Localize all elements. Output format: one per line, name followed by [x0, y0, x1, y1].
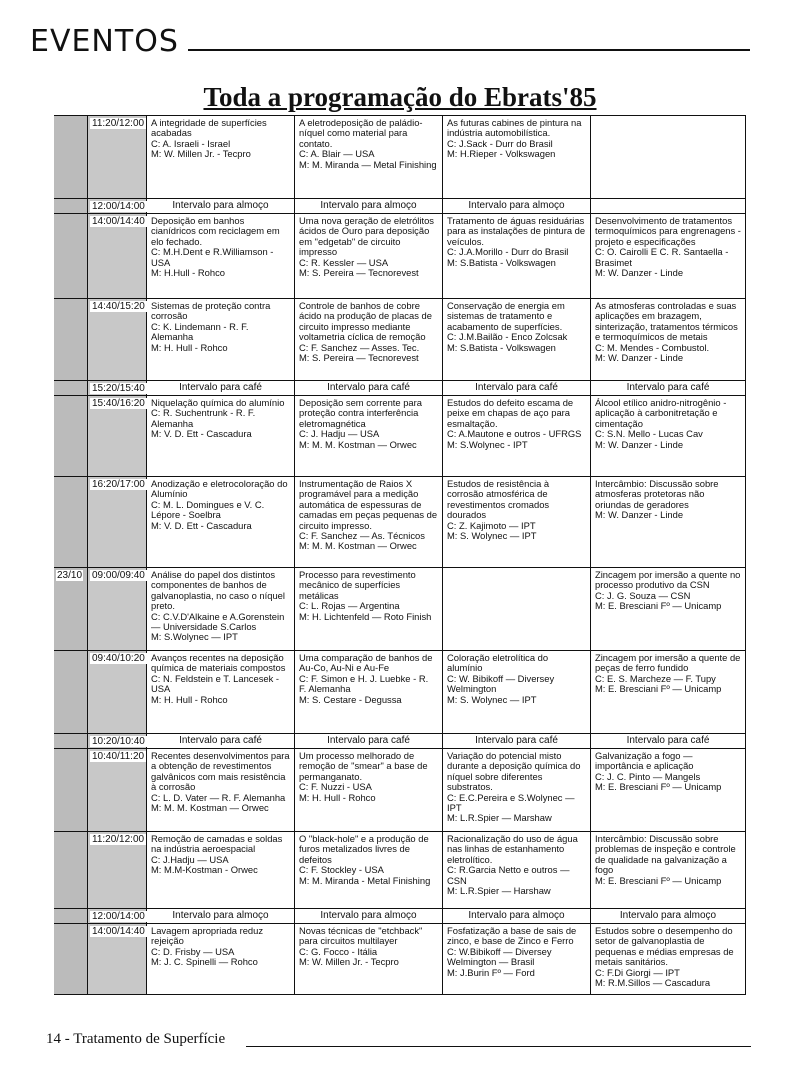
- time-cell: [88, 832, 147, 909]
- header-rule: [188, 49, 750, 51]
- break-cell: Intervalo para café: [147, 381, 295, 396]
- time-label: 14:40/15:20: [92, 301, 145, 312]
- session-cell: Deposição sem corrente para proteção contra interferência eletromagnética C: J. Hadju — USA M: M. M. Kostman — Orwec: [295, 396, 443, 477]
- date-cell: [54, 924, 88, 994]
- break-cell: Intervalo para almoço: [443, 909, 591, 924]
- table-row: [54, 115, 746, 199]
- time-label: 12:00/14:00: [92, 911, 145, 922]
- time-label: 14:00/14:40: [92, 216, 145, 227]
- break-cell: Intervalo para café: [295, 381, 443, 396]
- break-cell: Intervalo para café: [443, 381, 591, 396]
- session-cell: Recentes desenvolvimentos para a obtenção de revestimentos galvânicos com mais resistência à corrosão C: L. D. Vater — R. F. Alemanha M: M. M. Kostman — Orwec: [147, 749, 295, 832]
- date-cell: [54, 396, 88, 477]
- break-cell: Intervalo para almoço: [147, 909, 295, 924]
- date-cell: [54, 909, 88, 924]
- time-label: 11:20/12:00: [92, 118, 145, 129]
- session-cell: Niquelação química do alumínio C: R. Suchentrunk - R. F. Alemanha M: V. D. Ett - Cascadura: [147, 396, 295, 477]
- session-cell: Controle de banhos de cobre ácido na produção de placas de circuito impresso mediante voltametria cíclica de remoção C: F. Sanchez — Asses. Tec. M: S. Pereira — Tecnorevest: [295, 299, 443, 381]
- session-cell: Uma nova geração de eletrólitos ácidos de Ouro para deposição em "edgetab" de circuito impresso C: R. Kessler — USA M: S. Pereira — Tecnorevest: [295, 214, 443, 299]
- time-label: 14:00/14:40: [92, 926, 145, 937]
- session-cell: Galvanização a fogo — importância e aplicação C: J. C. Pinto — Mangels M: E. Bresciani Fº — Unicamp: [591, 749, 746, 832]
- time-label: 10:40/11:20: [92, 751, 145, 762]
- session-cell: Um processo melhorado de remoção de "smear" a base de permanganato. C: F. Nuzzi - USA M: H. Hull - Rohco: [295, 749, 443, 832]
- date-cell: [54, 734, 88, 749]
- date-cell: [54, 651, 88, 734]
- table-row: [54, 748, 746, 832]
- session-cell: Análise do papel dos distintos componentes de banhos de galvanoplastia, no caso o níquel preto. C: C.V.D'Alkaine e A.Gorenstein — Universidade S.Carlos M: S.Wolynec — IPT: [147, 568, 295, 651]
- date-cell: [54, 477, 88, 568]
- section-title: EVENTOS: [30, 24, 179, 59]
- time-label: 11:20/12:00: [92, 834, 145, 845]
- time-cell: [88, 568, 147, 651]
- footer-text: 14 - Tratamento de Superfície: [46, 1031, 226, 1047]
- time-cell: [88, 734, 147, 749]
- table-row: [54, 908, 746, 924]
- time-cell: [88, 477, 147, 568]
- session-cell: Sistemas de proteção contra corrosão C: K. Lindemann - R. F. Alemanha M: H. Hull - Rohco: [147, 299, 295, 381]
- break-cell: Intervalo para almoço: [147, 199, 295, 214]
- table-row: [54, 650, 746, 734]
- page-footer: [46, 1030, 751, 1050]
- break-cell: Intervalo para café: [295, 734, 443, 749]
- time-cell: [88, 214, 147, 299]
- time-cell: [88, 749, 147, 832]
- session-cell: Uma comparação de banhos de Au-Co, Au-Ni e Au-Fe C: F. Simon e H. J. Luebke - R. F. Alemanha M: S. Cestare - Degussa: [295, 651, 443, 734]
- break-cell: [591, 199, 746, 214]
- break-cell: Intervalo para almoço: [443, 199, 591, 214]
- time-cell: [88, 651, 147, 734]
- session-cell: A integridade de superfícies acabadas C: A. Israeli - Israel M: W. Millen Jr. - Tecpro: [147, 116, 295, 199]
- session-cell: Zincagem por imersão a quente no processo produtivo da CSN C: J. G. Souza — CSN M: E. Bresciani Fº — Unicamp: [591, 568, 746, 651]
- table-row: [54, 476, 746, 568]
- time-cell: [88, 924, 147, 994]
- time-cell: [88, 381, 147, 396]
- page-title: Toda a programação do Ebrats'85: [203, 82, 597, 112]
- session-cell: A eletrodeposição de paládio-níquel como material para contato. C: A. Blair — USA M: M. Miranda — Metal Finishing: [295, 116, 443, 199]
- session-cell: Lavagem apropriada reduz rejeição C: D. Frisby — USA M: J. C. Spinelli — Rohco: [147, 924, 295, 994]
- session-cell: Avanços recentes na deposição química de materiais compostos C: N. Feldstein e T. Lancesek - USA M: H. Hull - Rohco: [147, 651, 295, 734]
- session-cell: Variação do potencial misto durante a deposição química do níquel sobre diferentes substratos. C: E.C.Pereira e S.Wolynec — IPT M: L.R.Spier — Marshaw: [443, 749, 591, 832]
- time-label: 15:20/15:40: [92, 383, 145, 394]
- time-cell: [88, 116, 147, 199]
- session-cell: Desenvolvimento de tratamentos termoquímicos para engrenagens - projeto e especificações C: O. Cairolli E C. R. Santaella - Brasimet M: W. Danzer - Linde: [591, 214, 746, 299]
- table-row: [54, 395, 746, 477]
- time-cell: [88, 396, 147, 477]
- break-cell: Intervalo para café: [147, 734, 295, 749]
- session-cell: Deposição em banhos cianídricos com reciclagem em elo fechado. C: M.H.Dent e R.Williamson - USA M: H.Hull - Rohco: [147, 214, 295, 299]
- time-cell: [88, 199, 147, 214]
- session-cell: Instrumentação de Raios X programável para a medição automática de espessuras de camadas em peças pequenas de circuito impresso. C: F. Sanchez — As. Técnicos M: M. M. Kostman — Orwec: [295, 477, 443, 568]
- table-row: [54, 733, 746, 749]
- table-row: [54, 923, 746, 995]
- break-cell: Intervalo para café: [443, 734, 591, 749]
- session-cell: O "black-hole" e a produção de furos metalizados livres de defeitos C: F. Stockley - USA M: M. Miranda - Metal Finishing: [295, 832, 443, 909]
- time-cell: [88, 909, 147, 924]
- time-label: 09:40/10:20: [92, 653, 145, 664]
- time-label: 12:00/14:00: [92, 201, 145, 212]
- date-cell: [54, 299, 88, 381]
- break-cell: Intervalo para almoço: [591, 909, 746, 924]
- table-row: [54, 380, 746, 396]
- session-cell: Intercâmbio: Discussão sobre atmosferas protetoras não oriundas de geradores M: W. Danzer - Linde: [591, 477, 746, 568]
- session-cell: Processo para revestimento mecânico de superfícies metálicas C: L. Rojas — Argentina M: H. Lichtenfeld — Roto Finish: [295, 568, 443, 651]
- section-header: [30, 24, 750, 64]
- session-cell: As futuras cabines de pintura na indústria automobilística. C: J.Sack - Durr do Brasil M: H.Rieper - Volkswagen: [443, 116, 591, 199]
- session-cell: Coloração eletrolítica do alumínio C: W. Bibikoff — Diversey Welmington M: S. Wolynec — IPT: [443, 651, 591, 734]
- time-label: 09:00/09:40: [92, 570, 145, 581]
- session-cell: Estudos sobre o desempenho do setor de galvanoplastia de pequenas e médias empresas de metais sanitários. C: F.Di Giorgi — IPT M: R.M.Sillos — Cascadura: [591, 924, 746, 994]
- date-cell: [54, 832, 88, 909]
- time-label: 15:40/16:20: [92, 398, 145, 409]
- session-cell: Racionalização do uso de água nas linhas de estanhamento eletrolítico. C: R.Garcia Netto e outros — CSN M: L.R.Spier — Harshaw: [443, 832, 591, 909]
- session-cell: Intercâmbio: Discussão sobre problemas de inspeção e controle de qualidade na galvanização a fogo M: E. Bresciani Fº — Unicamp: [591, 832, 746, 909]
- date-cell: [54, 214, 88, 299]
- break-cell: Intervalo para almoço: [295, 909, 443, 924]
- table-row: [54, 831, 746, 909]
- date-cell: [54, 116, 88, 199]
- schedule-table: [54, 115, 746, 989]
- session-cell: Álcool etílico anidro-nitrogênio - aplicação à carbonitretação e cimentação C: S.N. Mello - Lucas Cav M: W. Danzer - Linde: [591, 396, 746, 477]
- date-cell: [54, 749, 88, 832]
- session-cell: Remoção de camadas e soldas na indústria aeroespacial C: J.Hadju — USA M: M.M-Kostman - Orwec: [147, 832, 295, 909]
- session-cell: Conservação de energia em sistemas de tratamento e acabamento de superfícies. C: J.M.Bailão - Enco Zolcsak M: S.Batista - Volkswagen: [443, 299, 591, 381]
- date-cell: [54, 199, 88, 214]
- table-row: [54, 298, 746, 381]
- session-cell: Novas técnicas de "etchback" para circuitos multilayer C: G. Focco - Itália M: W. Millen Jr. - Tecpro: [295, 924, 443, 994]
- session-cell: Estudos de resistência à corrosão atmosférica de revestimentos cromados dourados C: Z. Kajimoto — IPT M: S. Wolynec — IPT: [443, 477, 591, 568]
- time-cell: [88, 299, 147, 381]
- break-cell: Intervalo para café: [591, 381, 746, 396]
- date-cell: [54, 381, 88, 396]
- break-cell: Intervalo para almoço: [295, 199, 443, 214]
- break-cell: Intervalo para café: [591, 734, 746, 749]
- session-cell: Estudos do defeito escama de peixe em chapas de aço para esmaltação. C: A.Mautone e outros - UFRGS M: S.Wolynec - IPT: [443, 396, 591, 477]
- footer-rule: [246, 1046, 751, 1047]
- session-cell: Anodização e eletrocoloração do Alumínio C: M. L. Domingues e V. C. Lépore - Soelbra M: V. D. Ett - Cascadura: [147, 477, 295, 568]
- date-label: 23/10: [57, 570, 83, 581]
- session-cell: [591, 116, 746, 199]
- date-cell: [54, 568, 88, 651]
- time-label: 10:20/10:40: [92, 736, 145, 747]
- table-row: [54, 567, 746, 651]
- table-row: [54, 213, 746, 299]
- session-cell: As atmosferas controladas e suas aplicações em brazagem, sinterização, tratamentos térmicos e termoquímicos de metais C: M. Mendes - Combustol. M: W. Danzer - Linde: [591, 299, 746, 381]
- time-label: 16:20/17:00: [92, 479, 145, 490]
- session-cell: [443, 568, 591, 651]
- table-row: [54, 198, 746, 214]
- session-cell: Tratamento de águas residuárias para as instalações de pintura de veículos. C: J.A.Morillo - Durr do Brasil M: S.Batista - Volkswagen: [443, 214, 591, 299]
- session-cell: Zincagem por imersão a quente de peças de ferro fundido C: E. S. Marcheze — F. Tupy M: E. Bresciani Fº — Unicamp: [591, 651, 746, 734]
- session-cell: Fosfatização a base de sais de zinco, e base de Zinco e Ferro C: W.Bibikoff — Diversey Welmington — Brasil M: J.Burin Fº — Ford: [443, 924, 591, 994]
